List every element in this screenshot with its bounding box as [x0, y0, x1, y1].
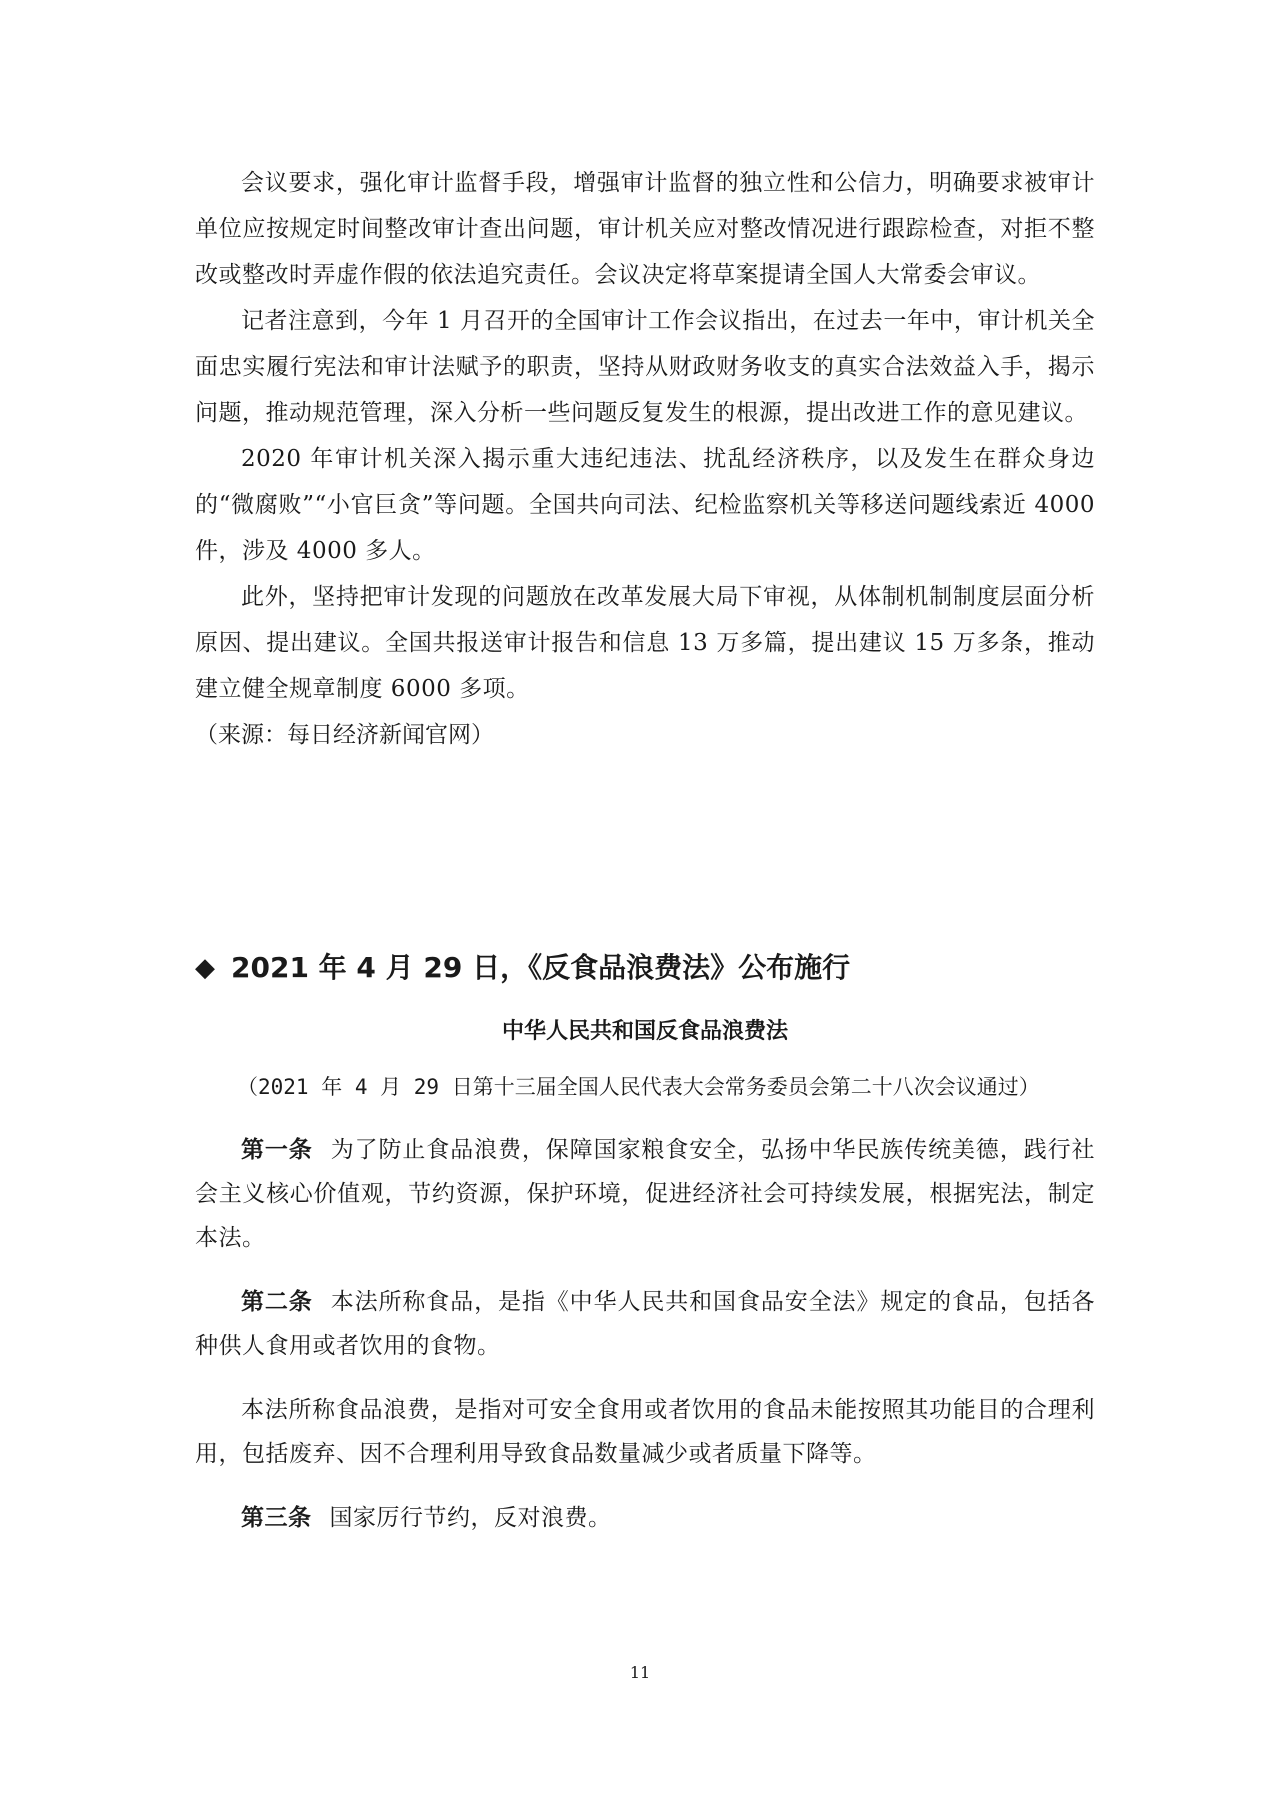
article-text: 本法所称食品，是指《中华人民共和国食品安全法》规定的食品，包括各种供人食用或者饮用的食物。 — [195, 1289, 1096, 1359]
section-heading-text: 2021 年 4 月 29 日，《反食品浪费法》公布施行 — [231, 951, 851, 984]
paragraph-2020-findings: 2020 年审计机关深入揭示重大违纪违法、扰乱经济秩序，以及发生在群众身边的“微腐败”“小官巨贪”等问题。全国共向司法、纪检监察机关等移送问题线索近 4000 件，涉及 4000 多人。 — [195, 446, 1095, 564]
article-label: 第三条 — [241, 1505, 312, 1531]
article-3 — [195, 1496, 1095, 1540]
article-label: 第二条 — [241, 1289, 313, 1315]
article-text: 国家厉行节约，反对浪费。 — [329, 1505, 612, 1531]
news-body — [195, 160, 1095, 758]
section-heading — [195, 948, 850, 988]
paragraph-meeting-requirements: 会议要求，强化审计监督手段，增强审计监督的独立性和公信力，明确要求被审计单位应按规定时间整改审计查出问题，审计机关应对整改情况进行跟踪检查，对拒不整改或整改时弄虚作假的依法追究责任。会议决定将草案提请全国人大常委会审议。 — [195, 170, 1095, 288]
law-title: 中华人民共和国反食品浪费法 — [501, 1019, 788, 1044]
adoption-note: （2021 年 4 月 29 日第十三届全国人民代表大会常务委员会第二十八次会议通过） — [237, 1075, 1040, 1099]
paragraph-reporter-notes: 记者注意到，今年 1 月召开的全国审计工作会议指出，在过去一年中，审计机关全面忠实履行宪法和审计法赋予的职责，坚持从财政财务收支的真实合法效益入手，揭示问题，推动规范管理，深入分析一些问题反复发生的根源，提出改进工作的意见建议。 — [195, 308, 1095, 426]
diamond-bullet-icon: ◆ — [195, 953, 215, 983]
law-body — [195, 1066, 1095, 1540]
source-note: （来源：每日经济新闻官网） — [195, 722, 494, 748]
article-2 — [195, 1280, 1095, 1368]
article-label: 第一条 — [241, 1137, 313, 1163]
page-number: 11 — [629, 1663, 651, 1682]
article-text: 为了防止食品浪费，保障国家粮食安全，弘扬中华民族传统美德，践行社会主义核心价值观，节约资源，保护环境，促进经济社会可持续发展，根据宪法，制定本法。 — [195, 1137, 1096, 1251]
paragraph-reforms: 此外，坚持把审计发现的问题放在改革发展大局下审视，从体制机制制度层面分析原因、提出建议。全国共报送审计报告和信息 13 万多篇，提出建议 15 万多条，推动建立健全规章制度 6000 多项。 — [195, 584, 1095, 702]
article-1 — [195, 1128, 1095, 1260]
article-text: 本法所称食品浪费，是指对可安全食用或者饮用的食品未能按照其功能目的合理利用，包括废弃、因不合理利用导致食品数量减少或者质量下降等。 — [195, 1397, 1095, 1467]
article-2-paragraph-2 — [195, 1388, 1095, 1476]
